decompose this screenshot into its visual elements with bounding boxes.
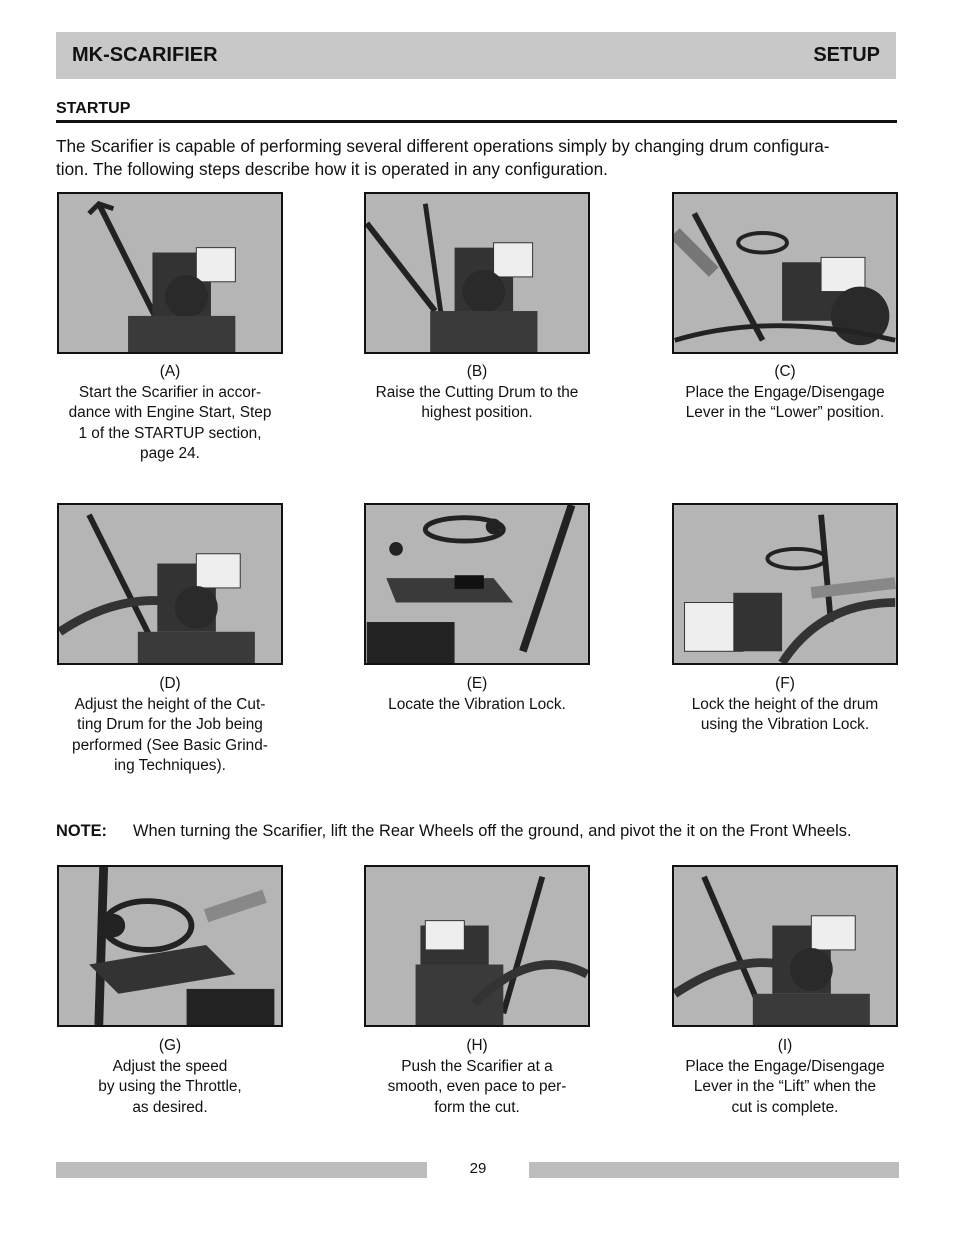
footer-bar-left	[56, 1162, 427, 1178]
figure-c-text: Place the Engage/Disengage Lever in the “Lower” position.	[685, 383, 885, 421]
figure-h-caption	[357, 1036, 597, 1118]
figure-e-caption	[357, 674, 597, 715]
figure-g-caption	[50, 1036, 290, 1118]
figure-b-photo	[364, 192, 590, 354]
figure-a-caption	[50, 362, 290, 465]
figure-d-text: Adjust the height of the Cut- ting Drum for the Job being performed (See Basic Grind- ing Techniques).	[72, 695, 268, 774]
figure-c-caption	[665, 362, 905, 424]
figure-a-photo	[57, 192, 283, 354]
figure-b-text: Raise the Cutting Drum to the highest position.	[375, 383, 579, 421]
page-number: 29	[469, 1160, 487, 1177]
figure-i-text: Place the Engage/Disengage Lever in the “Lift” when the cut is complete.	[685, 1057, 885, 1116]
figure-b-label: (B)	[466, 363, 488, 380]
figure-h-text: Push the Scarifier at a smooth, even pace to per- form the cut.	[387, 1057, 567, 1116]
section-title: STARTUP	[56, 100, 897, 123]
figure-d-photo	[57, 503, 283, 665]
figure-i-caption	[665, 1036, 905, 1118]
figure-e-photo	[364, 503, 590, 665]
figure-d-caption	[50, 674, 290, 777]
figure-f-label: (F)	[775, 675, 795, 692]
figure-d-label: (D)	[159, 675, 181, 692]
figure-h-photo	[364, 865, 590, 1027]
figure-e-text: Locate the Vibration Lock.	[388, 695, 566, 713]
figure-g-label: (G)	[158, 1037, 182, 1054]
figure-f-caption	[665, 674, 905, 736]
figure-f-photo	[672, 503, 898, 665]
header-title: MK-SCARIFIER	[72, 44, 218, 66]
figure-i-photo	[672, 865, 898, 1027]
header-bar	[56, 32, 896, 79]
intro-paragraph: The Scarifier is capable of performing several different operations simply by changing drum configura- tion. The following steps describe how it is operated in any configuration.	[56, 136, 830, 179]
figure-a-text: Start the Scarifier in accor- dance with Engine Start, Step 1 of the STARTUP section, page 24.	[68, 383, 272, 462]
figure-e-label: (E)	[466, 675, 488, 692]
figure-c-photo	[672, 192, 898, 354]
header-section: SETUP	[813, 44, 880, 66]
note-text: When turning the Scarifier, lift the Rear Wheels off the ground, and pivot the it on the Front Wheels.	[133, 822, 852, 840]
figure-c-label: (C)	[774, 363, 796, 380]
note	[56, 822, 916, 841]
figure-h-label: (H)	[466, 1037, 488, 1054]
figure-g-photo	[57, 865, 283, 1027]
figure-i-label: (I)	[777, 1037, 793, 1054]
figure-g-text: Adjust the speed by using the Throttle, as desired.	[98, 1057, 242, 1116]
figure-a-label: (A)	[159, 363, 181, 380]
footer-bar-right	[529, 1162, 899, 1178]
figure-b-caption	[357, 362, 597, 424]
figure-f-text: Lock the height of the drum using the Vibration Lock.	[691, 695, 879, 733]
note-label: NOTE:	[56, 822, 107, 840]
